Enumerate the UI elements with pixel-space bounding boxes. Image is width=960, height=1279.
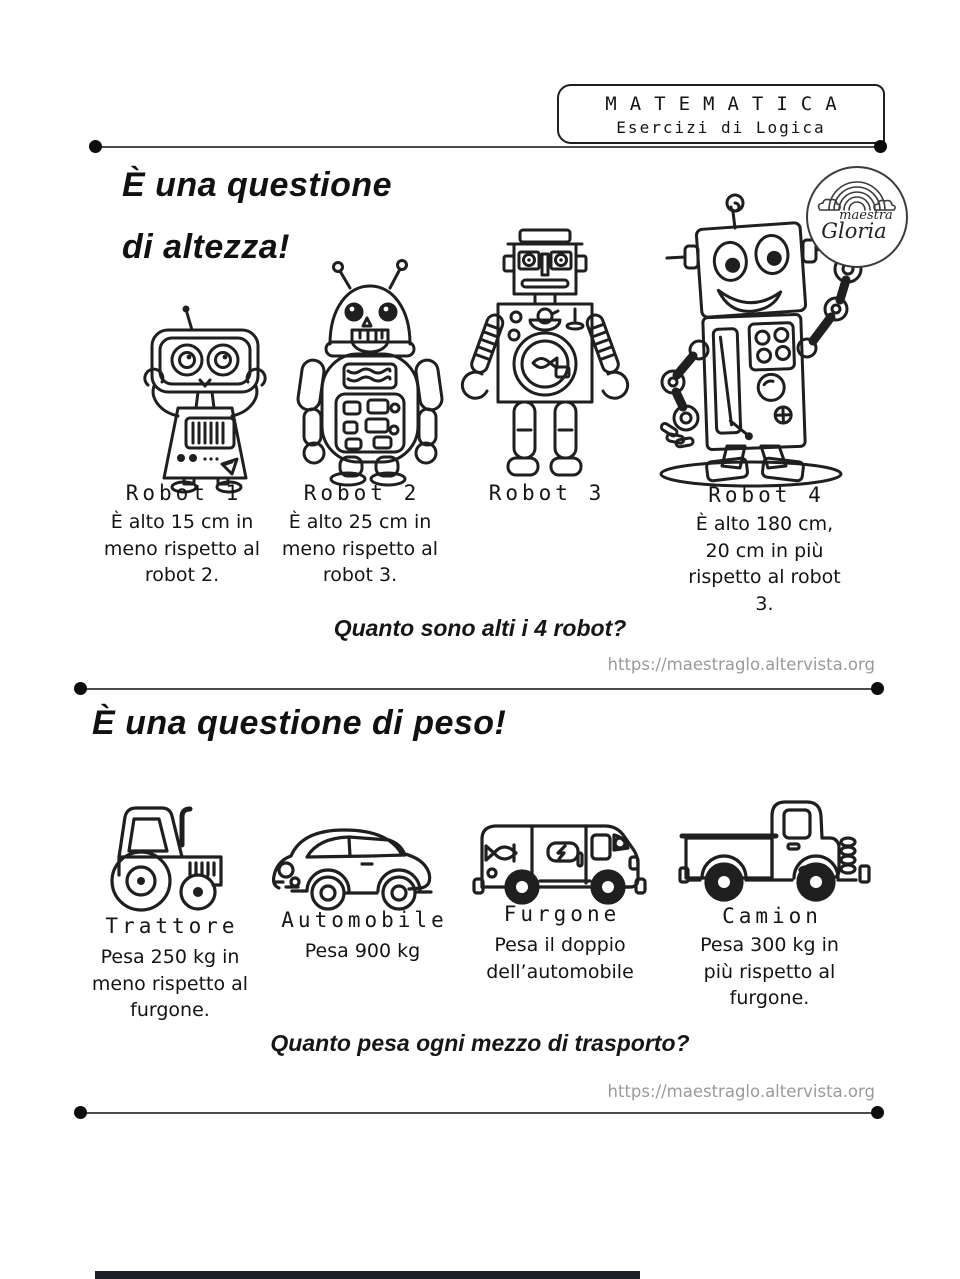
robot-1-illustration [126,296,284,494]
weight-question: Quanto pesa ogni mezzo di trasporto? [270,1030,690,1056]
header-box [557,84,885,144]
bottom-divider [78,1112,880,1114]
divider-dot-icon [74,682,87,695]
logo-text-maestra: maestra [839,208,893,223]
furgone-description: Pesa il doppio dell’automobile [486,934,634,983]
furgone-label: Furgone [503,902,621,926]
divider-dot-icon [871,682,884,695]
automobile-description: Pesa 900 kg [304,940,421,962]
height-section-title-line1: È una questione [122,166,393,204]
top-divider [93,146,883,148]
height-question: Quanto sono alti i 4 robot? [333,615,627,641]
middle-divider [78,688,880,690]
source-url: https://maestraglo.altervista.org [607,655,875,674]
robot-2-illustration [286,256,454,488]
divider-dot-icon [74,1106,87,1119]
robot-3-label: Robot 3 [488,481,606,505]
maestra-gloria-logo [806,166,908,268]
automobile-label: Automobile [281,908,448,932]
page-title: MATEMATICA [605,93,850,115]
divider-dot-icon [874,140,887,153]
divider-dot-icon [89,140,102,153]
robot-1-description: È alto 15 cm in meno rispetto al robot 2. [103,511,261,587]
robot-4-label: Robot 4 [708,483,825,507]
divider-dot-icon [871,1106,884,1119]
trattore-description: Pesa 250 kg in meno rispetto al furgone. [91,946,249,1022]
logo-text-gloria: Gloria [821,219,887,243]
furgone-illustration [468,793,654,905]
robot-4-description: È alto 180 cm, 20 cm in più rispetto al robot 3. [688,513,841,615]
robot-3-illustration [458,224,630,484]
camion-description: Pesa 300 kg in più rispetto al furgone. [700,934,839,1010]
camion-label: Camion [722,904,822,928]
camion-illustration [676,782,876,904]
robot-2-description: È alto 25 cm in meno rispetto al robot 3. [281,511,439,587]
trattore-label: Trattore [105,914,239,938]
source-url: https://maestraglo.altervista.org [607,1082,875,1101]
robot-1-label: Robot 1 [125,481,243,505]
page-subtitle: Esercizi di Logica [616,118,826,137]
bottom-edge-bar [95,1271,640,1279]
trattore-illustration [85,793,237,915]
weight-section-title: È una questione di peso! [92,704,507,742]
automobile-illustration [262,800,454,918]
robot-2-label: Robot 2 [303,481,421,505]
height-section-title-line2: di altezza! [122,228,290,266]
